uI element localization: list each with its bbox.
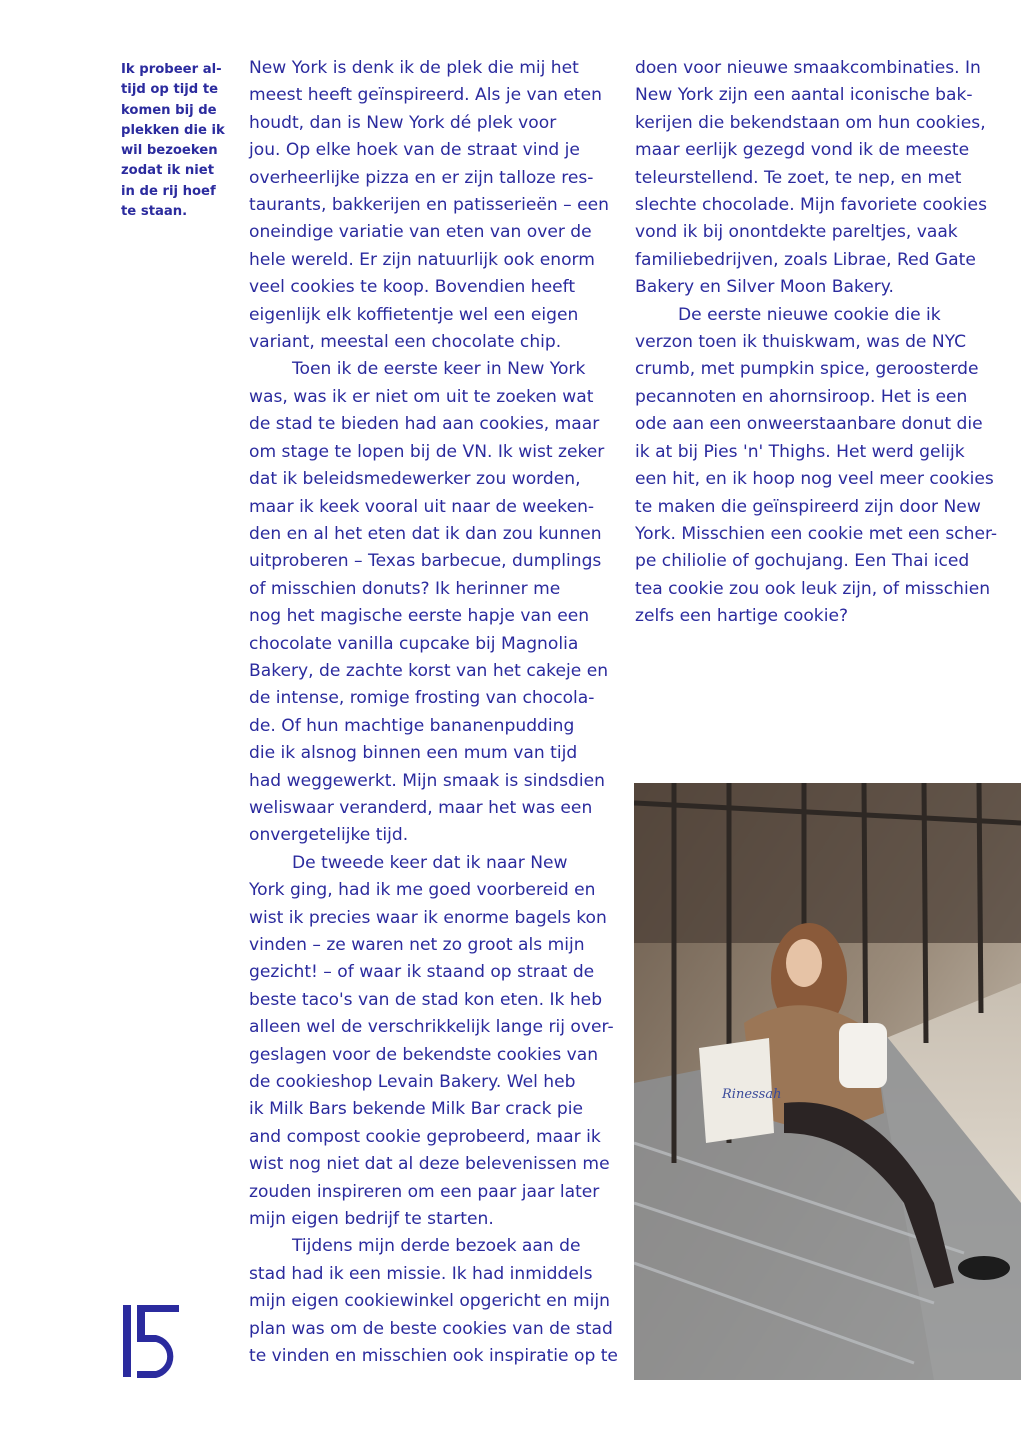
text-line: een hit, en ik hoop nog veel meer cookies [635, 469, 994, 490]
text-line: variant, meestal een chocolate chip. [249, 332, 562, 353]
text-line: dat ik beleidsmedewerker zou worden, [249, 469, 581, 490]
text-line: teleurstellend. Te zoet, te nep, en met [635, 167, 962, 188]
text-line: mijn eigen cookiewinkel opgericht en mijn [249, 1291, 610, 1312]
article-column-2 [635, 55, 998, 631]
text-line: eigenlijk elk koffietentje wel een eigen [249, 304, 579, 325]
tote-bag-logo: Rinessah [722, 1087, 782, 1102]
text-line: oneindige variatie van eten van over de [249, 222, 592, 243]
text-line: te maken die geïnspireerd zijn door New [635, 496, 981, 517]
text-line: ode aan een onweerstaanbare donut die [635, 414, 983, 435]
sidenote-line: te staan. [121, 204, 188, 220]
text-line: pe chiliolie of gochujang. Een Thai iced [635, 551, 970, 572]
text-line: of misschien donuts? Ik herinner me [249, 578, 561, 599]
text-line: vond ik bij onontdekte pareltjes, vaak [635, 222, 958, 243]
text-line: uitproberen – Texas barbecue, dumplings [249, 551, 602, 572]
text-line: was, was ik er niet om uit te zoeken wat [249, 386, 594, 407]
text-line: familiebedrijven, zoals Librae, Red Gate [635, 249, 976, 270]
text-line: had weggewerkt. Mijn smaak is sindsdien [249, 770, 605, 791]
sneakers [958, 1256, 1010, 1280]
sidenote [121, 60, 225, 222]
paper-bag [839, 1023, 887, 1088]
text-line: den en al het eten dat ik dan zou kunnen [249, 523, 602, 544]
sidenote-line: wil bezoeken [121, 143, 218, 159]
text-line: overheerlijke pizza en er zijn talloze res- [249, 167, 594, 188]
text-line: de stad te bieden had aan cookies, maar [249, 414, 600, 435]
page-number [120, 1303, 182, 1379]
digit-one-stroke [123, 1305, 131, 1377]
text-line: De tweede keer dat ik naar New [292, 852, 568, 873]
text-line: veel cookies te koop. Bovendien heeft [249, 277, 576, 298]
text-line: zelfs een hartige cookie? [635, 606, 849, 627]
text-line: vinden – ze waren net zo groot als mijn [249, 935, 585, 955]
sidenote-line: komen bij de [121, 102, 217, 118]
text-line: geslagen voor de bekendste cookies van [249, 1044, 599, 1065]
text-line: York. Misschien een cookie met een scher- [635, 523, 998, 544]
sidenote-line: zodat ik niet [121, 163, 215, 179]
text-line: te vinden en misschien ook inspiratie op te [249, 1346, 618, 1367]
text-line: zouden inspireren om een paar jaar later [249, 1181, 600, 1202]
text-line: alleen wel de verschrikkelijk lange rij over- [249, 1017, 614, 1038]
sidenote-line: tijd op tijd te [121, 82, 219, 98]
text-line: houdt, dan is New York dé plek voor [249, 112, 557, 133]
text-line: gezicht! – of waar ik staand op straat de [249, 962, 595, 983]
text-line: De eerste nieuwe cookie die ik [678, 304, 941, 325]
text-line: beste taco's van de stad kon eten. Ik heb [249, 989, 603, 1010]
text-line: Toen ik de eerste keer in New York [292, 359, 586, 380]
text-line: ik at bij Pies 'n' Thighs. Het werd gelijk [635, 441, 965, 462]
text-line: kerijen die bekendstaan om hun cookies, [635, 112, 986, 133]
text-line: taurants, bakkerijen en patisserieën – een [249, 195, 609, 216]
sidenote-line: plekken die ik [121, 122, 225, 138]
text-line: maar eerlijk gezegd vond ik de meeste [635, 140, 970, 161]
text-line: wist nog niet dat al deze belevenissen me [249, 1154, 610, 1175]
text-line: pecannoten en ahornsiroop. Het is een [635, 386, 968, 407]
text-line: New York is denk ik de plek die mij het [249, 58, 579, 78]
text-line: de. Of hun machtige bananenpudding [249, 715, 575, 736]
text-line: Tijdens mijn derde bezoek aan de [292, 1236, 581, 1257]
text-line: hele wereld. Er zijn natuurlijk ook enorm [249, 249, 595, 270]
text-line: New York zijn een aantal iconische bak- [635, 85, 973, 106]
text-line: doen voor nieuwe smaakcombinaties. In [635, 58, 981, 78]
text-line: maar ik keek vooral uit naar de weeken- [249, 496, 595, 517]
text-line: Bakery, de zachte korst van het cakeje en [249, 660, 609, 681]
text-line: weliswaar veranderd, maar het was een [249, 797, 593, 818]
sidenote-line: in de rij hoef [121, 183, 216, 199]
article-column-1 [249, 55, 618, 1371]
face [786, 939, 822, 987]
digit-five-bowl [137, 1335, 173, 1378]
digit-five-stem [137, 1305, 145, 1339]
text-line: die ik alsnog binnen een mum van tijd [249, 743, 578, 764]
woman-on-stairs-photo [634, 783, 1021, 1380]
text-line: onvergetelijke tijd. [249, 825, 409, 846]
text-line: meest heeft geïnspireerd. Als je van eten [249, 85, 602, 106]
text-line: plan was om de beste cookies van de stad [249, 1318, 613, 1339]
text-line: jou. Op elke hoek van de straat vind je [249, 140, 580, 161]
text-line: de intense, romige frosting van chocola- [249, 688, 595, 709]
text-line: wist ik precies waar ik enorme bagels kon [249, 907, 607, 928]
text-line: verzon toen ik thuiskwam, was de NYC [635, 332, 967, 353]
text-line: Bakery en Silver Moon Bakery. [635, 277, 894, 298]
text-line: chocolate vanilla cupcake bij Magnolia [249, 633, 579, 654]
text-line: om stage te lopen bij de VN. Ik wist zeker [249, 441, 605, 462]
text-line: stad had ik een missie. Ik had inmiddels [249, 1263, 593, 1284]
text-line: mijn eigen bedrijf te starten. [249, 1209, 494, 1230]
text-line: de cookieshop Levain Bakery. Wel heb [249, 1072, 576, 1093]
text-line: nog het magische eerste hapje van een [249, 606, 590, 627]
text-line: crumb, met pumpkin spice, geroosterde [635, 359, 979, 380]
page-number-graphic [120, 1303, 182, 1379]
text-line: ik Milk Bars bekende Milk Bar crack pie [249, 1099, 584, 1120]
text-line: and compost cookie geprobeerd, maar ik [249, 1126, 601, 1147]
text-line: tea cookie zou ook leuk zijn, of misschien [635, 578, 991, 599]
sidenote-line: Ik probeer al- [121, 62, 222, 77]
text-line: York ging, had ik me goed voorbereid en [249, 880, 596, 901]
text-line: slechte chocolade. Mijn favoriete cookies [635, 195, 987, 216]
